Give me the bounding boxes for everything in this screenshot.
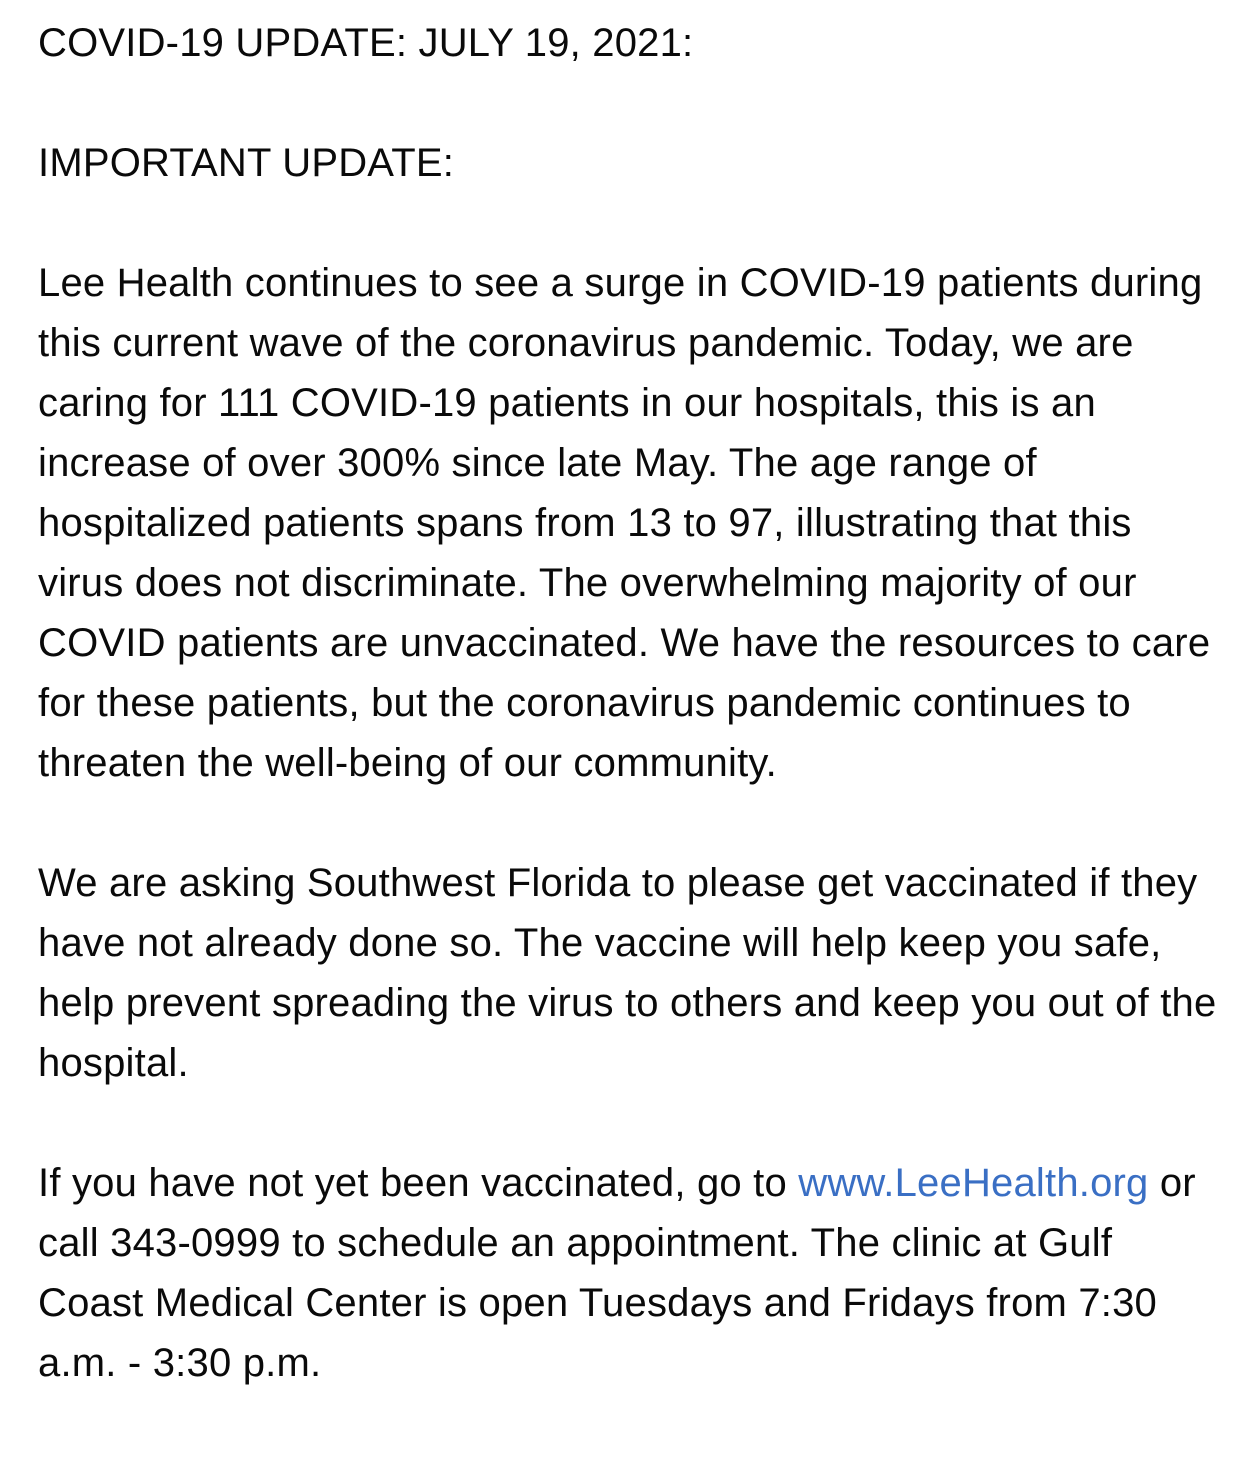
vaccination-request-paragraph: We are asking Southwest Florida to please get vaccinated if they have not already done so. The vaccine will help keep you safe, help prevent spreading the virus to others and keep you out of the hospital. [38,861,1217,1085]
update-title: COVID-19 UPDATE: JULY 19, 2021: [38,21,694,65]
note-body [38,13,1228,1393]
surge-paragraph: Lee Health continues to see a surge in COVID-19 patients during this current wave of the coronavirus pandemic. Today, we are caring for 111 COVID-19 patients in our hospitals, this is an increase of over 300% since late May. The age range of hospitalized patients spans from 13 to 97, illustrating that this virus does not discriminate. The overwhelming majority of our COVID patients are unvaccinated. We have the resources to care for these patients, but the coronavirus pandemic continues to threaten the well-being of our community. [38,261,1211,785]
scheduling-details-text: or call 343-0999 to schedule an appointment. The clinic at Gulf Coast Medical Center is open Tuesdays and Fridays from 7:30 a.m. - 3:30 p.m. [38,1161,1196,1385]
important-update-heading: IMPORTANT UPDATE: [38,141,455,185]
lee-health-link[interactable]: www.LeeHealth.org [798,1161,1149,1205]
scheduling-paragraph [38,1153,1228,1393]
scheduling-intro-text: If you have not yet been vaccinated, go to [38,1161,787,1205]
